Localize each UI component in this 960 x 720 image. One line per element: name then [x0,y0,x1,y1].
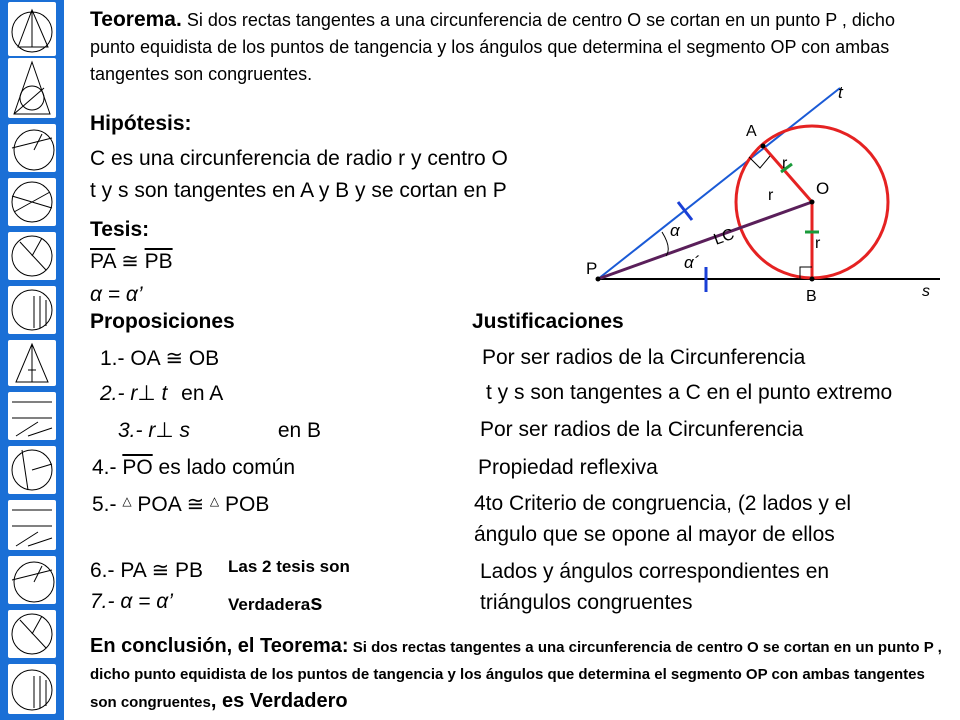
perpendicular-symbol: ⊥ [155,419,174,442]
label-r-1: r [782,155,788,172]
proposition-3-c: en B [277,419,322,442]
justification-3: Por ser radios de la Circunferencia [480,418,804,441]
perpendicular-symbol: ⊥ [137,382,156,405]
note-line-2-b: s [310,590,323,615]
segment-po: $\overline{PO}$ [122,456,153,479]
thumbnail-7[interactable] [8,340,56,386]
proposition-1 [100,346,219,371]
note-line-2-a: Verdadera [228,595,311,614]
point-o [810,200,815,205]
proposition-3-a: 3.- r [118,419,156,442]
label-t: t [838,83,843,102]
thumbnail-sidebar [0,0,64,720]
proposition-5-b: POA [137,493,181,516]
proposition-5-a: 5.- [92,493,123,516]
thumbnail-6[interactable] [8,286,56,334]
justification-4: Propiedad reflexiva [478,456,658,479]
proposition-3-b: s [179,419,190,442]
note-line-1: Las 2 tesis son [228,557,350,576]
label-a: A [746,123,757,140]
segment-pb: $\overline{PB}$ [144,250,173,273]
justification-6: Lados y ángulos correspondientes en [480,560,830,583]
hypothesis-line-1: C es una circunferencia de radio r y centro O [90,147,508,170]
proposition-5 [92,492,269,517]
propositions-heading-text: Proposiciones [90,310,235,333]
point-a [761,144,766,149]
thumbnail-3[interactable] [8,124,56,172]
proposition-1-a: 1.- OA [100,347,160,370]
thumbnail-13[interactable] [8,664,56,714]
label-b: B [806,288,817,305]
thumbnail-12[interactable] [8,610,56,658]
proposition-7: 7.- α = α’ [90,590,173,613]
triangle-icon: △ [122,494,132,508]
hypothesis-line-2-text: t y s son tangentes en A y B y se cortan en P [90,179,507,202]
label-alpha-prime: α´ [684,253,700,272]
label-p: P [586,259,598,278]
triangle-icon: △ [209,494,220,508]
conclusion-lead: En conclusión, el Teorema: [90,635,349,657]
proposition-4 [92,456,295,480]
label-s: s [922,283,930,300]
angle-arc [662,232,668,256]
proposition-2-a: 2.- r [100,382,138,405]
thumbnail-8[interactable] [8,392,56,440]
justification-5-line-2: ángulo que se opone al mayor de ellos [474,523,835,546]
thesis-title: Tesis: [90,218,150,241]
proposition-2-b: t [161,382,168,405]
hypothesis-title: Hipótesis: [90,112,192,135]
proposition-2 [100,381,223,406]
theorem-label: Teorema. [90,8,182,31]
theorem-text: Si dos rectas tangentes a una circunferencia de centro O se cortan en un punto P , dicho punto equidista de los puntos de tangencia y los ángulos que determina el segmento OP con ambas tangentes son congruentes. [90,10,895,84]
justification-2: t y s son tangentes a C en el punto extremo [486,381,893,404]
congruent-symbol: ≅ [121,250,139,273]
label-r-3: r [815,235,821,252]
thumbnail-5[interactable] [8,232,56,280]
thesis-line-2: α = α’ [90,283,143,306]
thumbnail-11[interactable] [8,556,56,604]
label-lc: LC [711,225,737,249]
thumbnail-2[interactable] [8,58,56,118]
proposition-6-a: 6.- PA [90,559,146,582]
justification-1: Por ser radios de la Circunferencia [482,346,806,369]
thumbnail-9[interactable] [8,446,56,494]
label-r-2: r [768,187,774,204]
proposition-6 [90,558,203,583]
proposition-3 [118,418,321,443]
conclusion-end: , es Verdadero [210,690,348,712]
note-line-2 [228,590,322,616]
label-alpha: α [670,221,680,240]
conclusion-text: Si dos rectas tangentes a una circunferencia de centro O se cortan en un punto P , dicho punto equidista de los puntos de tangencia y los ángulos que determina el segmento OP con ambas tangentes son congruentes [90,639,942,711]
justifications-heading: Justificaciones [472,310,624,333]
proposition-5-c: POB [225,493,270,516]
congruent-symbol: ≅ [165,347,183,370]
thesis-line-1 [90,249,173,274]
thumbnail-1[interactable] [8,2,56,56]
thumbnail-10[interactable] [8,500,56,550]
tangent-diagram [560,70,950,310]
hypothesis-line-2 [90,179,507,203]
segment-pa: $\overline{PA}$ [90,250,116,273]
proposition-4-c: es lado común [152,456,296,479]
proposition-4-a: 4.- [92,456,123,479]
label-o: O [816,179,830,198]
justification-7: triángulos congruentes [480,591,693,614]
proposition-6-b: PB [174,559,203,582]
tick-pa [678,202,692,220]
proposition-2-c: en A [181,382,224,405]
tangent-line-t [598,88,840,279]
justification-5-line-1: 4to Criterio de congruencia, (2 lados y el [474,492,852,515]
point-b [810,277,815,282]
conclusion [90,633,950,716]
congruent-symbol: ≅ [186,493,205,516]
congruent-symbol: ≅ [151,559,170,582]
thumbnail-4[interactable] [8,178,56,226]
proposition-1-b: OB [188,347,220,370]
propositions-heading [90,310,235,334]
